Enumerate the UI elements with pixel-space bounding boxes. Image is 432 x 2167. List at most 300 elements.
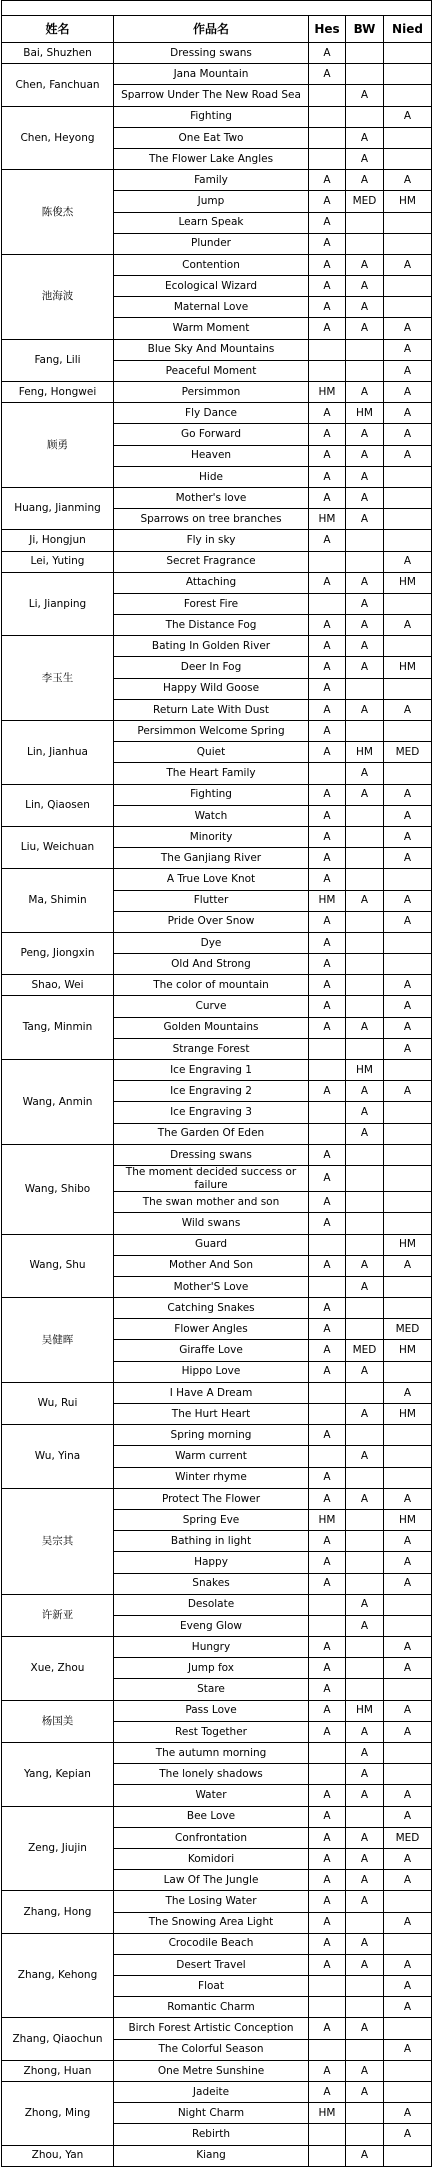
work-title-cell: Strange Forest	[114, 1038, 309, 1059]
hes-cell: A	[309, 975, 346, 996]
bw-cell	[346, 805, 384, 826]
bw-cell: HM	[346, 1060, 384, 1081]
artist-name-cell: Wang, Shu	[2, 1234, 114, 1298]
nied-cell	[384, 678, 432, 699]
bw-cell: A	[346, 657, 384, 678]
artist-name-cell: Zhong, Ming	[2, 2082, 114, 2146]
work-title-cell: Guard	[114, 1234, 309, 1255]
hes-cell: A	[309, 1954, 346, 1975]
bw-cell	[346, 848, 384, 869]
artist-name-cell: Tang, Minmin	[2, 996, 114, 1060]
nied-cell: A	[384, 382, 432, 403]
hes-cell: A	[309, 318, 346, 339]
nied-cell: A	[384, 1637, 432, 1658]
bw-cell	[346, 106, 384, 127]
nied-cell	[384, 932, 432, 953]
results-table	[1, 0, 432, 2167]
work-title-cell: Peaceful Moment	[114, 360, 309, 381]
bw-cell	[346, 1679, 384, 1700]
bw-cell	[346, 1382, 384, 1403]
bw-cell	[346, 1467, 384, 1488]
nied-cell: A	[384, 1552, 432, 1573]
bw-cell	[346, 1573, 384, 1594]
nied-cell	[384, 1764, 432, 1785]
nied-cell	[384, 297, 432, 318]
work-title-cell: The moment decided success or failure	[114, 1165, 309, 1191]
nied-cell: HM	[384, 191, 432, 212]
hes-cell: A	[309, 254, 346, 275]
work-title-cell: Desolate	[114, 1594, 309, 1615]
work-title-cell: Attaching	[114, 572, 309, 593]
hes-cell: A	[309, 466, 346, 487]
work-title-cell: Minority	[114, 826, 309, 847]
bw-cell: A	[346, 1764, 384, 1785]
hes-cell: A	[309, 848, 346, 869]
hes-cell: A	[309, 1255, 346, 1276]
nied-cell: A	[384, 254, 432, 275]
nied-cell	[384, 64, 432, 85]
bw-cell	[346, 360, 384, 381]
hes-cell	[309, 1594, 346, 1615]
nied-cell: A	[384, 1017, 432, 1038]
bw-cell	[346, 339, 384, 360]
nied-cell	[384, 1594, 432, 1615]
hes-cell: A	[309, 1081, 346, 1102]
hes-cell	[309, 339, 346, 360]
nied-cell	[384, 43, 432, 64]
work-title-cell: Persimmon Welcome Spring	[114, 721, 309, 742]
work-title-cell: Family	[114, 170, 309, 191]
hes-cell: A	[309, 1192, 346, 1213]
nied-cell: A	[384, 1700, 432, 1721]
work-title-cell: Bathing in light	[114, 1531, 309, 1552]
bw-cell	[346, 1806, 384, 1827]
bw-cell: A	[346, 699, 384, 720]
work-title-cell: Return Late With Dust	[114, 699, 309, 720]
table-row	[2, 1144, 432, 1165]
bw-cell: MED	[346, 1340, 384, 1361]
bw-cell: A	[346, 487, 384, 508]
nied-cell	[384, 1276, 432, 1297]
hes-cell	[309, 1743, 346, 1764]
bw-cell	[346, 1213, 384, 1234]
table-row	[2, 996, 432, 1017]
work-title-cell: Happy Wild Goose	[114, 678, 309, 699]
table-row	[2, 1298, 432, 1319]
bw-cell	[346, 2124, 384, 2145]
bw-cell	[346, 1637, 384, 1658]
work-title-cell: Bating In Golden River	[114, 636, 309, 657]
table-row	[2, 869, 432, 890]
work-title-cell: Float	[114, 1976, 309, 1997]
nied-cell	[384, 1615, 432, 1636]
artist-name-cell: 许新亚	[2, 1594, 114, 1636]
bw-cell: A	[346, 1017, 384, 1038]
work-title-cell: Fighting	[114, 106, 309, 127]
work-title-cell: Ecological Wizard	[114, 276, 309, 297]
hes-cell: A	[309, 805, 346, 826]
bw-cell: A	[346, 85, 384, 106]
hes-cell: A	[309, 170, 346, 191]
artist-name-cell: 杨国美	[2, 1700, 114, 1742]
nied-cell	[384, 954, 432, 975]
nied-cell: A	[384, 911, 432, 932]
hes-cell	[309, 2145, 346, 2166]
work-title-cell: The Heart Family	[114, 763, 309, 784]
nied-cell: A	[384, 424, 432, 445]
hes-cell	[309, 1446, 346, 1467]
bw-cell	[346, 2039, 384, 2060]
nied-cell: A	[384, 339, 432, 360]
artist-name-cell: Yang, Kepian	[2, 1743, 114, 1807]
table-row	[2, 2018, 432, 2039]
hes-cell: A	[309, 911, 346, 932]
artist-name-cell: Ma, Shimin	[2, 869, 114, 933]
artist-name-cell: Lin, Qiaosen	[2, 784, 114, 826]
nied-cell: HM	[384, 657, 432, 678]
artist-name-cell: Liu, Weichuan	[2, 826, 114, 868]
work-title-cell: The Snowing Area Light	[114, 1912, 309, 1933]
artist-name-cell: Zeng, Jiujin	[2, 1806, 114, 1891]
nied-cell: A	[384, 170, 432, 191]
work-title-cell: Hide	[114, 466, 309, 487]
bw-cell: A	[346, 424, 384, 445]
artist-name-cell: Lei, Yuting	[2, 551, 114, 572]
work-title-cell: Plunder	[114, 233, 309, 254]
nied-cell	[384, 593, 432, 614]
bw-cell	[346, 1165, 384, 1191]
nied-cell	[384, 487, 432, 508]
artist-name-cell: Chen, Heyong	[2, 106, 114, 170]
artist-name-cell: Fang, Lili	[2, 339, 114, 381]
bw-cell: A	[346, 297, 384, 318]
bw-cell: A	[346, 445, 384, 466]
work-title-cell: I Have A Dream	[114, 1382, 309, 1403]
hes-cell: A	[309, 276, 346, 297]
hes-cell: A	[309, 191, 346, 212]
table-row	[2, 1933, 432, 1954]
bw-cell: A	[346, 1594, 384, 1615]
nied-cell	[384, 509, 432, 530]
work-title-cell: Deer In Fog	[114, 657, 309, 678]
nied-cell: HM	[384, 1404, 432, 1425]
nied-cell	[384, 2082, 432, 2103]
nied-cell	[384, 763, 432, 784]
nied-cell	[384, 2018, 432, 2039]
table-row	[2, 1060, 432, 1081]
work-title-cell: The Colorful Season	[114, 2039, 309, 2060]
bw-cell: A	[346, 636, 384, 657]
hes-cell: A	[309, 1340, 346, 1361]
bw-cell	[346, 954, 384, 975]
bw-cell	[346, 2103, 384, 2124]
nied-cell	[384, 1213, 432, 1234]
nied-cell	[384, 212, 432, 233]
bw-cell: A	[346, 1255, 384, 1276]
bw-cell	[346, 1192, 384, 1213]
table-row	[2, 826, 432, 847]
artist-name-cell: Wu, Rui	[2, 1382, 114, 1424]
bw-cell: A	[346, 1102, 384, 1123]
nied-cell: A	[384, 1785, 432, 1806]
table-row	[2, 403, 432, 424]
nied-cell: A	[384, 1912, 432, 1933]
bw-cell: A	[346, 1615, 384, 1636]
nied-cell: A	[384, 2039, 432, 2060]
hes-cell: A	[309, 1870, 346, 1891]
table-row	[2, 2060, 432, 2081]
hes-cell: A	[309, 1552, 346, 1573]
bw-cell	[346, 1144, 384, 1165]
work-title-cell: Hungry	[114, 1637, 309, 1658]
bw-cell: A	[346, 593, 384, 614]
work-title-cell: Fighting	[114, 784, 309, 805]
hes-cell	[309, 1102, 346, 1123]
work-title-cell: Winter rhyme	[114, 1467, 309, 1488]
table-row	[2, 572, 432, 593]
hes-cell: A	[309, 403, 346, 424]
work-title-cell: Maternal Love	[114, 297, 309, 318]
nied-cell: A	[384, 826, 432, 847]
table-row	[2, 530, 432, 551]
work-title-cell: Stare	[114, 1679, 309, 1700]
bw-cell	[346, 1319, 384, 1340]
hes-cell: A	[309, 1531, 346, 1552]
bw-cell: A	[346, 1361, 384, 1382]
bw-cell: A	[346, 1785, 384, 1806]
table-row	[2, 1891, 432, 1912]
bw-cell: A	[346, 1081, 384, 1102]
bw-cell: A	[346, 254, 384, 275]
artist-name-cell: Zhang, Qiaochun	[2, 2018, 114, 2060]
hes-cell: A	[309, 636, 346, 657]
hes-cell: A	[309, 424, 346, 445]
work-title-cell: Birch Forest Artistic Conception	[114, 2018, 309, 2039]
bw-cell	[346, 1912, 384, 1933]
work-title-cell: Heaven	[114, 445, 309, 466]
work-title-cell: Kiang	[114, 2145, 309, 2166]
artist-name-cell: 陈俊杰	[2, 170, 114, 255]
table-row	[2, 254, 432, 275]
nied-cell	[384, 530, 432, 551]
hes-cell	[309, 1615, 346, 1636]
artist-name-cell: Huang, Jianming	[2, 487, 114, 529]
bw-cell	[346, 233, 384, 254]
work-title-cell: Bee Love	[114, 1806, 309, 1827]
work-title-cell: The swan mother and son	[114, 1192, 309, 1213]
bw-cell: A	[346, 1446, 384, 1467]
table-row	[2, 382, 432, 403]
table-row	[2, 721, 432, 742]
work-title-cell: Contention	[114, 254, 309, 275]
hes-cell: A	[309, 1637, 346, 1658]
artist-name-cell: Zhang, Hong	[2, 1891, 114, 1933]
bw-cell: A	[346, 2145, 384, 2166]
nied-cell	[384, 85, 432, 106]
bw-cell: A	[346, 1488, 384, 1509]
artist-name-cell: Xue, Zhou	[2, 1637, 114, 1701]
hes-cell: A	[309, 826, 346, 847]
nied-cell: MED	[384, 1827, 432, 1848]
hes-cell	[309, 360, 346, 381]
hes-cell: HM	[309, 509, 346, 530]
hes-cell: A	[309, 1891, 346, 1912]
work-title-cell: The Hurt Heart	[114, 1404, 309, 1425]
hes-cell	[309, 593, 346, 614]
bw-cell: A	[346, 763, 384, 784]
bw-cell: A	[346, 1743, 384, 1764]
hes-cell	[309, 1234, 346, 1255]
work-title-cell: The Flower Lake Angles	[114, 148, 309, 169]
hes-cell: A	[309, 445, 346, 466]
nied-cell	[384, 1165, 432, 1191]
bw-cell	[346, 996, 384, 1017]
nied-cell	[384, 2145, 432, 2166]
bw-cell: A	[346, 170, 384, 191]
nied-cell: A	[384, 403, 432, 424]
table-row	[2, 975, 432, 996]
bw-cell: A	[346, 509, 384, 530]
hes-cell	[309, 2124, 346, 2145]
hes-cell: A	[309, 742, 346, 763]
hes-cell: A	[309, 233, 346, 254]
hes-cell: A	[309, 784, 346, 805]
table-row	[2, 2145, 432, 2166]
bw-cell: A	[346, 1891, 384, 1912]
nied-cell: A	[384, 1997, 432, 2018]
bw-cell: A	[346, 276, 384, 297]
hes-cell	[309, 551, 346, 572]
work-title-cell: Law Of The Jungle	[114, 1870, 309, 1891]
work-title-cell: Rest Together	[114, 1721, 309, 1742]
bw-cell	[346, 1298, 384, 1319]
work-title-cell: Romantic Charm	[114, 1997, 309, 2018]
table-row	[2, 551, 432, 572]
hes-cell	[309, 2039, 346, 2060]
hes-cell: A	[309, 1912, 346, 1933]
bw-cell	[346, 975, 384, 996]
work-title-cell: Dye	[114, 932, 309, 953]
bw-cell: A	[346, 1933, 384, 1954]
nied-cell	[384, 1446, 432, 1467]
work-title-cell: Blue Sky And Mountains	[114, 339, 309, 360]
table-row	[2, 1234, 432, 1255]
table-row	[2, 1743, 432, 1764]
hes-cell	[309, 1060, 346, 1081]
artist-name-cell: Chen, Fanchuan	[2, 64, 114, 106]
table-header-row	[2, 16, 432, 43]
artist-name-cell: Peng, Jiongxin	[2, 932, 114, 974]
hes-cell: A	[309, 487, 346, 508]
artist-name-cell: 李玉生	[2, 636, 114, 721]
nied-cell	[384, 636, 432, 657]
nied-cell	[384, 1192, 432, 1213]
bw-cell: MED	[346, 191, 384, 212]
hes-cell: A	[309, 1298, 346, 1319]
nied-cell: A	[384, 1038, 432, 1059]
nied-cell: A	[384, 1806, 432, 1827]
bw-cell: A	[346, 1848, 384, 1869]
work-title-cell: Golden Mountains	[114, 1017, 309, 1038]
work-title-cell: The color of mountain	[114, 975, 309, 996]
nied-cell: A	[384, 1658, 432, 1679]
hes-cell: A	[309, 1785, 346, 1806]
nied-cell: A	[384, 1976, 432, 1997]
bw-cell: A	[346, 1123, 384, 1144]
nied-cell	[384, 148, 432, 169]
artist-name-cell: Shao, Wei	[2, 975, 114, 996]
nied-cell	[384, 721, 432, 742]
hes-cell: A	[309, 1144, 346, 1165]
nied-cell	[384, 1425, 432, 1446]
table-row	[2, 1425, 432, 1446]
bw-cell	[346, 1997, 384, 2018]
nied-cell: A	[384, 1081, 432, 1102]
table-row	[2, 636, 432, 657]
work-title-cell: Eveng Glow	[114, 1615, 309, 1636]
nied-cell	[384, 869, 432, 890]
hes-cell: A	[309, 657, 346, 678]
work-title-cell: Sparrows on tree branches	[114, 509, 309, 530]
work-title-cell: Spring Eve	[114, 1509, 309, 1530]
nied-cell	[384, 1361, 432, 1382]
nied-cell: A	[384, 2103, 432, 2124]
work-title-cell: Rebirth	[114, 2124, 309, 2145]
work-title-cell: Ice Engraving 3	[114, 1102, 309, 1123]
work-title-cell: Ice Engraving 1	[114, 1060, 309, 1081]
work-title-cell: Learn Speak	[114, 212, 309, 233]
work-title-cell: Giraffe Love	[114, 1340, 309, 1361]
bw-cell	[346, 212, 384, 233]
bw-cell: A	[346, 2018, 384, 2039]
hes-cell: A	[309, 2082, 346, 2103]
nied-cell: A	[384, 1382, 432, 1403]
nied-cell	[384, 1891, 432, 1912]
nied-cell	[384, 1123, 432, 1144]
bw-cell: A	[346, 1404, 384, 1425]
table-body	[2, 43, 432, 2167]
table-row	[2, 1382, 432, 1403]
hes-cell: A	[309, 530, 346, 551]
nied-cell: A	[384, 2124, 432, 2145]
header-name: 姓名	[2, 16, 114, 43]
hes-cell: A	[309, 572, 346, 593]
hes-cell: A	[309, 1848, 346, 1869]
hes-cell	[309, 1976, 346, 1997]
hes-cell: A	[309, 2060, 346, 2081]
bw-cell	[346, 932, 384, 953]
hes-cell: A	[309, 615, 346, 636]
nied-cell	[384, 1298, 432, 1319]
bw-cell	[346, 1038, 384, 1059]
nied-cell: A	[384, 1255, 432, 1276]
work-title-cell: One Eat Two	[114, 127, 309, 148]
nied-cell: HM	[384, 1340, 432, 1361]
nied-cell: A	[384, 1488, 432, 1509]
nied-cell: A	[384, 615, 432, 636]
hes-cell: A	[309, 1467, 346, 1488]
work-title-cell: The Ganjiang River	[114, 848, 309, 869]
hes-cell: HM	[309, 890, 346, 911]
artist-name-cell: Feng, Hongwei	[2, 382, 114, 403]
work-title-cell: Dressing swans	[114, 1144, 309, 1165]
work-title-cell: Curve	[114, 996, 309, 1017]
nied-cell: A	[384, 1721, 432, 1742]
bw-cell: A	[346, 2082, 384, 2103]
nied-cell: A	[384, 551, 432, 572]
hes-cell	[309, 148, 346, 169]
bw-cell	[346, 1509, 384, 1530]
